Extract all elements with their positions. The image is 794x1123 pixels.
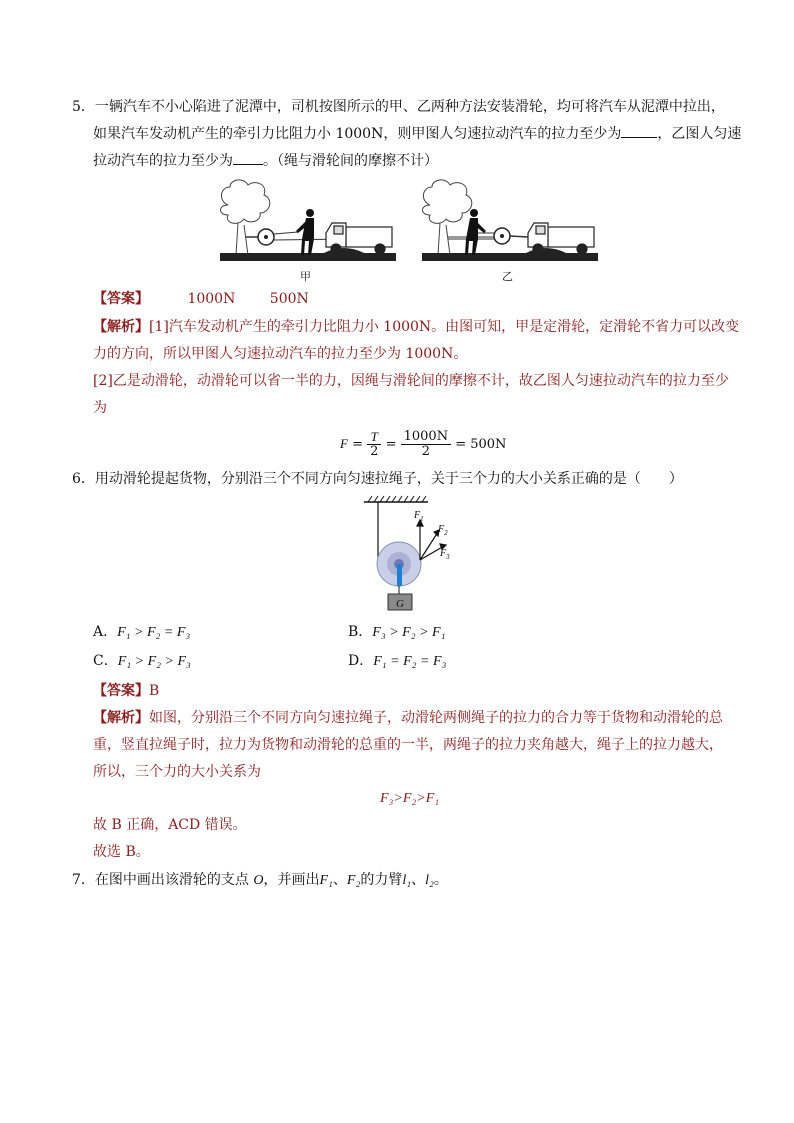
- force-f2-arrow: [420, 532, 438, 560]
- q6-option-b[interactable]: [348, 622, 445, 643]
- q5-stem-line2a: 如果汽车发动机产生的牵引力比阻力小 1000N，则甲图人匀速拉动汽车的拉力至少为: [93, 126, 622, 142]
- option-d-key: D．: [348, 653, 374, 669]
- weight-label: G: [396, 598, 404, 610]
- q5-analysis-tag: 【解析】: [93, 319, 149, 335]
- q5-line3: [93, 151, 438, 171]
- f3-label: $F_3$: [440, 548, 450, 561]
- q5-answer-1: 1000N: [187, 291, 236, 307]
- option-c-key: C．: [93, 653, 118, 669]
- q7-f1: F₁: [319, 873, 333, 888]
- q5-stem-line3a: 拉动汽车的拉力至少为: [93, 153, 233, 169]
- q5-analysis-l1: [93, 317, 739, 337]
- q6-analysis-tag: 【解析】: [93, 710, 149, 726]
- ground-shape: [220, 253, 396, 261]
- q5-analysis-l3: [2]乙是动滑轮，动滑轮可以省一半的力，因绳与滑轮间的摩擦不计，故乙图人匀速拉动汽车的拉力至少: [93, 373, 729, 389]
- q5-blank-2[interactable]: [233, 152, 263, 165]
- q7-sep2: 、: [411, 872, 426, 888]
- q5-analysis-text-1: [1]汽车发动机产生的牵引力比阻力小 1000N。由图可知，甲是定滑轮，定滑轮不省力可以改变: [149, 319, 740, 335]
- formula-eq1: =: [352, 437, 363, 452]
- q5-stem-line3b: 。（绳与滑轮间的摩擦不计）: [263, 153, 438, 169]
- q5-line2: [93, 124, 741, 144]
- f1-label: $F_1$: [414, 510, 424, 523]
- frac1-den: 2: [370, 444, 379, 459]
- q5-analysis-l2: 力的方向，所以甲图人匀速拉动汽车的拉力至少为 1000N。: [93, 346, 468, 362]
- pulley-axle-shape: [397, 564, 402, 586]
- formula-frac-1: [367, 430, 381, 459]
- q6-answer: [93, 681, 159, 701]
- q7-text-b: ，并画出: [263, 872, 320, 888]
- frac2-num: 1000N: [401, 430, 451, 445]
- q6-number: 6．: [72, 471, 95, 487]
- person-icon: [296, 209, 314, 255]
- q6-stem-text: 用动滑轮提起货物，分别沿三个不同方向匀速拉绳子，关于三个力的大小关系正确的是（ ）: [94, 471, 683, 487]
- q5-line1: [72, 97, 725, 117]
- q7-stem: [72, 870, 448, 891]
- q7-sep: 、: [332, 872, 347, 888]
- option-a-text: F₁ > F₂ = F₃: [117, 625, 191, 640]
- formula-frac-2: [401, 430, 451, 459]
- q5-stem-line2b: ，乙图人匀速: [657, 126, 742, 142]
- q5-formula: [340, 424, 506, 465]
- option-a-key: A．: [93, 624, 118, 640]
- q6-analysis-l3: 所以，三个力的大小关系为: [93, 764, 261, 780]
- q6-stem: [72, 469, 683, 489]
- q7-end: 。: [433, 872, 448, 888]
- q7-l2: l₂: [425, 873, 434, 888]
- frac2-den: 2: [421, 444, 430, 459]
- tree-icon: [423, 180, 472, 255]
- person-icon: [465, 209, 486, 255]
- q5-answer-2: 500N: [269, 291, 309, 307]
- option-d-text: F₁ = F₂ = F₃: [373, 654, 447, 669]
- truck-icon: [528, 223, 594, 254]
- q5-stem-line1: 一辆汽车不小心陷进了泥潭中，司机按图所示的甲、乙两种方法安装滑轮，均可将汽车从泥潭中拉出，: [94, 99, 725, 115]
- q5-analysis-l4: 为: [93, 400, 107, 416]
- q5-answer: [93, 289, 309, 309]
- q6-relation: F₃>F₂>F₁: [380, 791, 440, 806]
- ground-shape: [422, 253, 598, 261]
- q6-option-a[interactable]: [93, 622, 190, 643]
- q5-fig-caption-yi: 乙: [502, 270, 513, 283]
- q6-answer-value: B: [149, 683, 160, 699]
- frac1-num: T: [367, 430, 381, 445]
- q7-f2: F₂: [346, 873, 361, 888]
- q5-figure-jia: [214, 177, 396, 265]
- f2-label: $F_2$: [438, 524, 448, 537]
- q7-l1: l₁: [402, 873, 412, 888]
- q6-answer-tag: 【答案】: [93, 683, 149, 699]
- q5-figure-yi: [416, 177, 598, 265]
- q5-answer-tag: 【答案】: [93, 291, 149, 307]
- q6-analysis-l1: [93, 708, 723, 728]
- q7-number: 7．: [72, 872, 95, 888]
- option-b-key: B．: [348, 624, 373, 640]
- q5-blank-1[interactable]: [621, 125, 657, 138]
- formula-lhs: F: [340, 436, 348, 451]
- q6-conclusion: 故 B 正确，ACD 错误。: [93, 817, 247, 833]
- q6-analysis-text-1: 如图，分别沿三个不同方向匀速拉绳子，动滑轮两侧绳子的拉力的合力等于货物和动滑轮的总: [149, 710, 723, 726]
- formula-eq2: =: [385, 437, 397, 452]
- q6-figure: [362, 494, 462, 612]
- q6-option-d[interactable]: [348, 651, 446, 672]
- q7-text-a: 在图中画出该滑轮的支点: [94, 872, 254, 888]
- q7-o: O: [253, 873, 264, 888]
- q6-choose: 故选 B。: [93, 844, 150, 860]
- q6-option-c[interactable]: [93, 651, 191, 672]
- formula-result: = 500N: [455, 437, 507, 452]
- truck-icon: [326, 223, 392, 254]
- q6-analysis-l2: 重，竖直拉绳子时，拉力为货物和动滑轮的总重的一半，两绳子的拉力夹角越大，绳子上的拉力越大，: [93, 737, 723, 753]
- option-c-text: F₁ > F₂ > F₃: [117, 654, 191, 669]
- q5-fig-caption-jia: 甲: [300, 270, 311, 283]
- q5-number: 5．: [72, 99, 95, 115]
- q7-text-c: 的力臂: [360, 872, 403, 888]
- option-b-text: F₃ > F₂ > F₁: [372, 625, 446, 640]
